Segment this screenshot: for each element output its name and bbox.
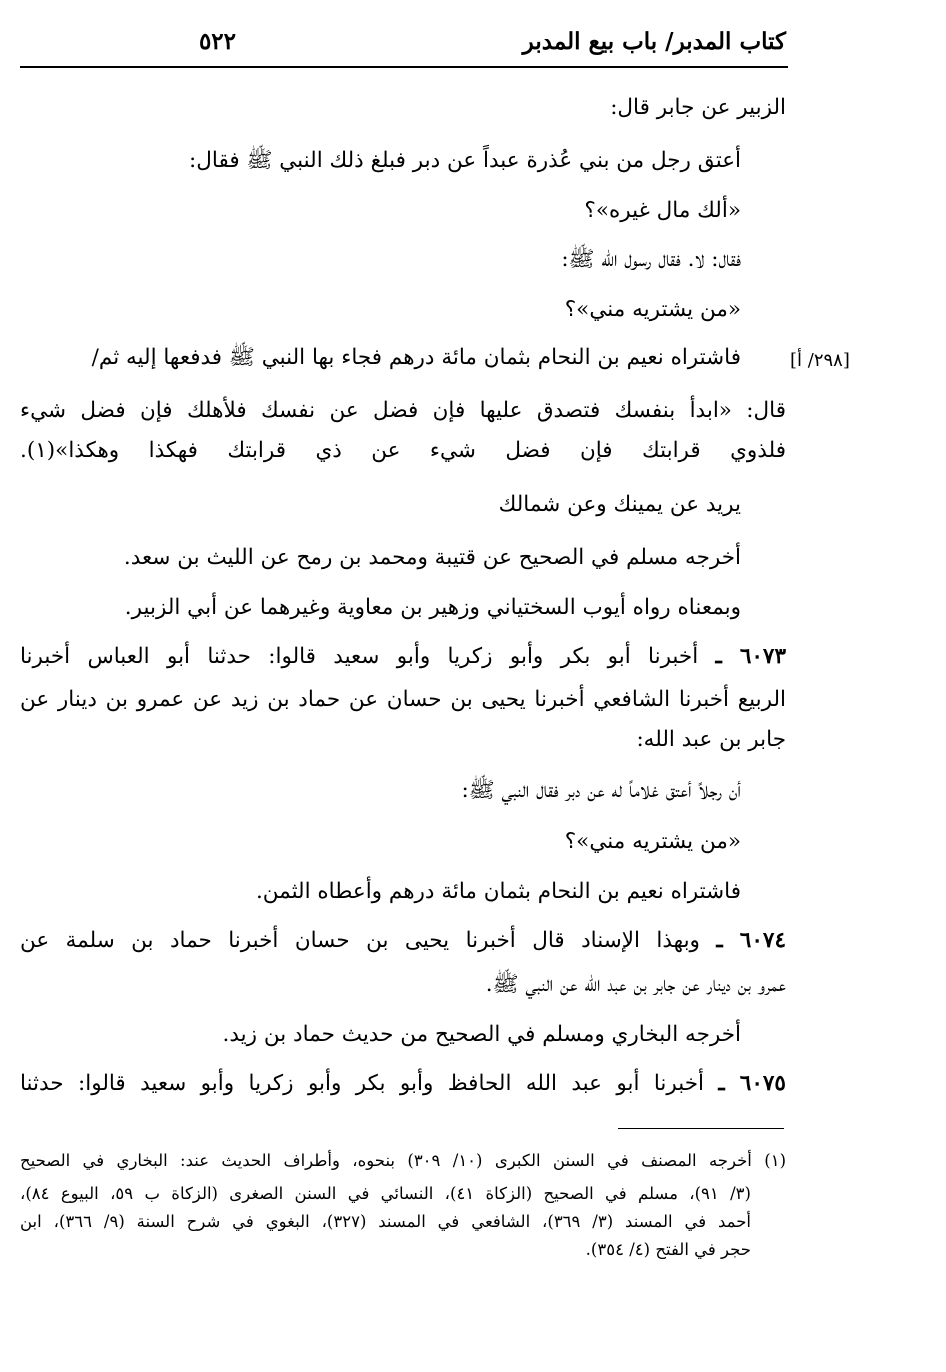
text-line: يريد عن يمينك وعن شمالك [498,492,741,517]
text-span: أخبرنا أبو بكر وأبو زكريا وأبو سعيد قالوا: حدثنا أبو العباس أخبرنا [20,644,699,669]
hadith-number: ٦٠٧٤ ـ [716,928,786,953]
text-line: أعتق رجل من بني عُذرة عبداً عن دبر فبلغ ذلك النبي ﷺ فقال: [189,148,741,173]
text-line: الزبير عن جابر قال: [610,95,786,120]
text-span: أخبرنا أبو عبد الله الحافظ وأبو بكر وأبو زكريا وأبو سعيد قالوا: حدثنا [20,1071,705,1096]
text-line: «ألك مال غيره»؟ [584,198,741,223]
text-line: أن رجلاً أعتق غلاماً له عن دبر فقال النبي ﷺ: [461,778,741,803]
footnote-line: (٣/ ٩١)، مسلم في الصحيح (الزكاة ٤١)، النسائي في السنن الصغرى (الزكاة ب ٥٩، البيوع ٨٤)، [20,1184,751,1203]
manuscript-folio-ref: [٢٩٨/ أ] [790,350,850,371]
footnote-line: حجر في الفتح (٤/ ٣٥٤). [585,1240,751,1259]
text-line: فقال: لا. فقال رسول الله ﷺ: [561,247,741,272]
text-line: الربيع أخبرنا الشافعي أخبرنا يحيى بن حسان عن حماد بن زيد عن عمرو بن دينار عن [20,687,786,712]
text-line: «من يشتريه مني»؟ [564,297,741,322]
footnote-line: (١) أخرجه المصنف في السنن الكبرى (١٠/ ٣٠٩) بنحوه، وأطراف الحديث عند: البخاري في الصحيح [20,1151,786,1170]
header-rule [20,66,788,68]
text-line: «من يشتريه مني»؟ [564,829,741,854]
text-line: عمرو بن دينار عن جابر بن عبد الله عن النبي ﷺ. [485,972,786,997]
hadith-number: ٦٠٧٣ ـ [715,644,787,669]
text-line: أخرجه البخاري ومسلم في الصحيح من حديث حماد بن زيد. [222,1022,741,1047]
footnote-rule [618,1128,784,1129]
text-span: وبهذا الإسناد قال أخبرنا يحيى بن حسان أخبرنا حماد بن سلمة عن [20,928,700,953]
text-line: قال: «ابدأ بنفسك فتصدق عليها فإن فضل عن نفسك فلأهلك فإن فضل شيء [20,398,786,423]
hadith-number: ٦٠٧٥ ـ [718,1071,786,1096]
text-line: وبمعناه رواه أيوب السختياني وزهير بن معاوية وغيرهما عن أبي الزبير. [124,595,741,620]
hadith-line [20,642,786,672]
footnote-line: أحمد في المسند (٣/ ٣٦٩)، الشافعي في المسند (٣٢٧)، البغوي في شرح السنة (٩/ ٣٦٦)، ابن [20,1212,751,1231]
text-line: فاشتراه نعيم بن النحام بثمان مائة درهم وأعطاه الثمن. [255,879,741,904]
page-number: ٥٢٢ [198,28,236,55]
chapter-title: كتاب المدبر/ باب بيع المدبر [522,28,786,55]
text-line: فلذوي قرابتك فإن فضل شيء عن ذي قرابتك فهكذا وهكذا»(١). [20,438,786,463]
text-line: أخرجه مسلم في الصحيح عن قتيبة ومحمد بن رمح عن الليث بن سعد. [123,545,741,570]
hadith-line [20,926,786,956]
text-line: جابر بن عبد الله: [636,727,786,752]
hadith-line [20,1069,786,1099]
text-line: فاشتراه نعيم بن النحام بثمان مائة درهم فجاء بها النبي ﷺ فدفعها إليه ثم/ [91,345,741,370]
